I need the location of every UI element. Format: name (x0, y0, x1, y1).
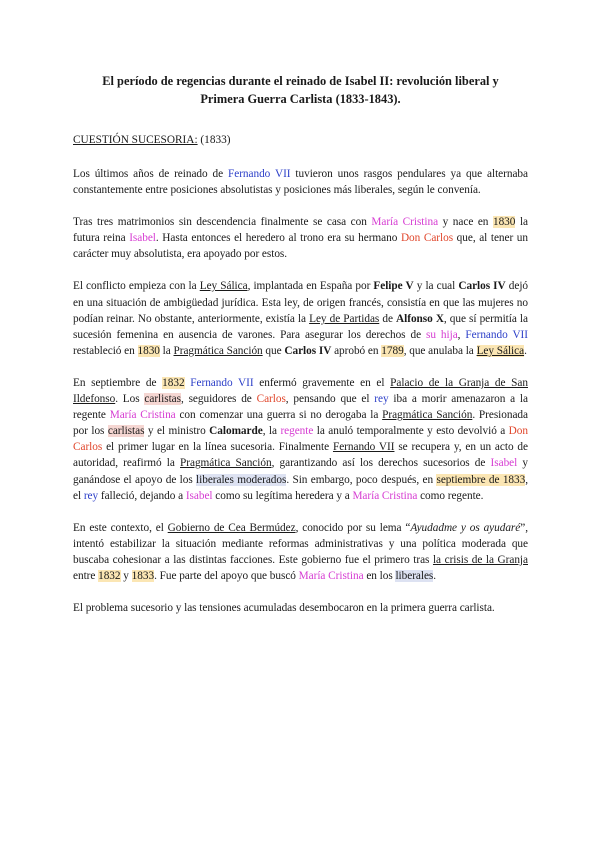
text-run: , la (262, 425, 281, 438)
name-isabel: Isabel (129, 232, 156, 245)
term-pragmatica-sancion: Pragmática Sanción (180, 457, 272, 470)
paragraph-1 (73, 166, 528, 198)
term-crisis-granja: la crisis de la Granja (432, 553, 528, 566)
term-rey: rey (374, 393, 389, 406)
text-run: como regente. (417, 489, 484, 502)
text-run: y el ministro (144, 425, 210, 438)
section-heading-year: (1833) (200, 134, 231, 146)
year-highlight: 1832 (162, 376, 185, 389)
name-maria-cristina: María Cristina (298, 569, 364, 582)
name-maria-cristina: María Cristina (109, 409, 176, 422)
text-run: ”, intentó estabilizar la situación mediante reformas administrativas y una política moderada que buscaba cohesionar a las distintas facciones. Este gobierno fue el primero tras (73, 521, 528, 566)
text-run: y ganándose el apoyo de los (73, 457, 528, 486)
text-run: , el (73, 473, 528, 502)
text-run: El problema sucesorio y las tensiones acumuladas desembocaron en la primera guerra carlista. (73, 602, 495, 615)
text-run: , que anulaba la (403, 344, 477, 357)
year-highlight: 1833 (131, 569, 155, 582)
text-run: y (120, 569, 132, 582)
name-carlos-iv: Carlos IV (458, 280, 506, 293)
text-run: . Los (115, 393, 145, 406)
name-isabel: Isabel (490, 457, 518, 470)
term-ley-salica: Ley Sálica (199, 280, 248, 293)
name-isabel: Isabel (185, 489, 213, 502)
text-run: Tras tres matrimonios sin descendencia finalmente se casa con (73, 216, 372, 229)
text-run: que (262, 344, 285, 357)
paragraph-5 (73, 520, 528, 584)
text-run: El conflicto empieza con la (73, 280, 200, 293)
text-run: . Fue parte del apoyo que buscó (154, 569, 299, 582)
quote-motto: Ayudadme y os ayudaré (410, 521, 521, 534)
term-ley-salica: Ley Sálica (476, 344, 525, 357)
paragraph-2 (73, 214, 528, 262)
section-heading-label: CUESTIÓN SUCESORIA: (73, 134, 198, 146)
text-run: , garantizando así los derechos sucesorios de (271, 457, 491, 470)
text-run: el primer lugar en la línea sucesoria. Finalmente (102, 441, 333, 454)
text-run: , pensando que el (285, 393, 375, 406)
text-run: que, al tener un carácter muy absolutista, era apoyado por estos. (73, 232, 528, 261)
term-liberales-moderados: liberales moderados (196, 473, 287, 486)
paragraph-3 (73, 278, 528, 358)
name-don-carlos: Don Carlos (400, 232, 454, 245)
term-liberales: liberales (395, 569, 434, 582)
term-su-hija: su hija (426, 328, 458, 341)
text-run: . Hasta entonces el heredero al trono era su hermano (155, 232, 401, 245)
name-maria-cristina: María Cristina (371, 216, 439, 229)
document-title (73, 72, 528, 108)
text-run: Los últimos años de reinado de (73, 168, 228, 180)
term-pragmatica-sancion: Pragmática Sanción (382, 409, 473, 422)
text-run: , implantada en España por (247, 280, 374, 293)
date-highlight: septiembre de 1833 (436, 473, 526, 486)
text-run: de (379, 312, 397, 325)
term-regente: regente (280, 425, 314, 438)
term-gobierno-cea-bermudez: Gobierno de Cea Bermúdez (167, 521, 296, 534)
text-run: con comenzar una guerra si no derogaba la (175, 409, 383, 422)
name-calomarde: Calomarde (209, 425, 263, 438)
year-highlight: 1832 (98, 569, 121, 582)
name-alfonso-x: Alfonso X (396, 312, 444, 325)
term-carlistas: carlistas (144, 393, 181, 406)
text-run: , conocido por su lema “ (295, 521, 411, 534)
text-run: tuvieron unos rasgos pendulares ya que alternaba constantemente entre posiciones absolutistas y posiciones más liberales, según le convenía. (73, 168, 528, 197)
text-run: la (159, 344, 174, 357)
text-run: . Sin embargo, poco después, en (286, 473, 437, 486)
name-don-carlos: Don Carlos (73, 425, 528, 454)
paragraph-4 (73, 375, 528, 504)
name-carlos: Carlos (256, 393, 286, 406)
name-felipe-v: Felipe V (373, 280, 414, 293)
text-run: iba a morir amenazaron a la regente (73, 393, 528, 422)
text-run: . (524, 344, 527, 357)
text-run: En septiembre de (73, 376, 163, 389)
text-run: En este contexto, el (73, 521, 168, 534)
name-fernando-vii: Fernando VII (190, 376, 254, 389)
text-run: restableció en (73, 344, 138, 357)
text-run: dejó en una situación de ambigüedad jurídica. Esta ley, de origen francés, consistía en que las mujeres no podían reinar. No obstante, anteriormente, existía la (73, 280, 529, 325)
paragraph-6 (73, 600, 528, 616)
term-rey: rey (83, 489, 99, 502)
text-run: como su legítima heredera y a (212, 489, 353, 502)
text-run: y la cual (413, 280, 459, 293)
name-fernando-vii: Fernando VII (465, 328, 528, 341)
text-run: la futura reina (73, 216, 529, 245)
term-carlistas: carlistas (107, 425, 145, 438)
text-run: . (433, 569, 437, 582)
section-heading (73, 132, 528, 148)
text-run: y nace en (438, 216, 493, 229)
term-palacio-granja: Palacio de la Granja de San Ildefonso (73, 376, 528, 406)
text-run: en los (363, 569, 396, 582)
text-run: la anuló temporalmente y esto devolvió a (313, 425, 509, 438)
text-run: entre (73, 569, 99, 582)
text-run: aprobó en (331, 344, 382, 357)
text-run: enfermó gravemente en el (253, 376, 391, 389)
text-run: falleció, dejando a (98, 489, 186, 502)
text-run: , (457, 328, 466, 341)
text-run: se recupera y, en un acto de autoridad, reafirmó la (73, 441, 528, 470)
text-run: , que sí permitía la sucesión femenina en ausencia de varones. Para asegurar los derechos de (73, 312, 528, 341)
year-highlight: 1789 (381, 344, 404, 357)
name-maria-cristina: María Cristina (352, 489, 418, 502)
term-ley-de-partidas: Ley de Partidas (309, 312, 380, 325)
name-carlos-iv: Carlos IV (284, 344, 332, 357)
year-highlight: 1830 (137, 344, 160, 357)
year-highlight: 1830 (492, 216, 516, 229)
title-line-2: Primera Guerra Carlista (1833-1843). (200, 92, 401, 106)
title-line-1: El período de regencias durante el reinado de Isabel II: revolución liberal y (102, 74, 499, 88)
name-fernando-vii: Fernando VII (228, 168, 291, 180)
text-run: . Presionada por los (73, 409, 528, 438)
name-fernando-vii-underlined: Fernando VII (332, 441, 395, 454)
text-run: , seguidores de (181, 393, 257, 406)
term-pragmatica-sancion: Pragmática Sanción (173, 344, 263, 357)
